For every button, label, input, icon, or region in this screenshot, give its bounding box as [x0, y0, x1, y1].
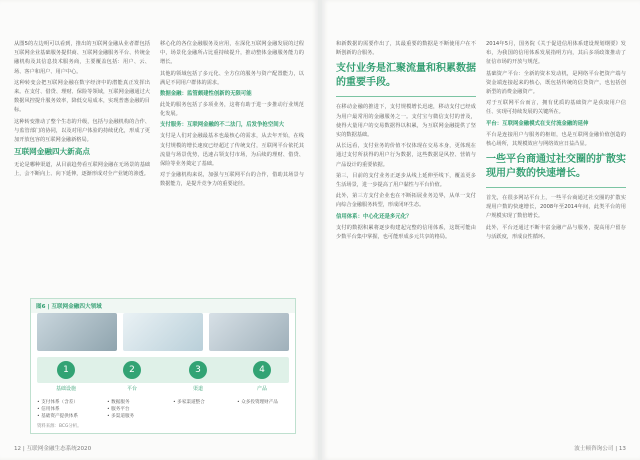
divider: [486, 187, 626, 188]
paragraph: 首先，在很多网站平台上，一些平台商通过社交圈的扩散实现用户数的快速增长，2008年至2014年间，此类平台的用户规模实现了数倍增长。: [486, 195, 626, 220]
figure-source: 资料来源：BCG分析。: [37, 424, 82, 429]
paragraph: 从长远看，支付业务的价值不仅体现在交易本身，更体现在通过支付所获得的用户行为数据，这些数据是风控、营销与产品设计的重要依据。: [336, 143, 476, 168]
step-1-label: 基础设施: [55, 386, 76, 392]
section-heading: 一些平台商通过社交圈的扩散实现用户数的快速增长。: [486, 154, 626, 180]
paragraph: 2014年5月，国务院《关于促进信用体系建设规划纲要》发布，为我国的信用体系发展指明方向，其后多项政策推动了征信市场的开放与规范。: [486, 41, 626, 66]
sub-heading: 平台：互联网金融模式在支付流金融的延伸: [486, 120, 589, 127]
step-2-list: [107, 399, 179, 420]
step-3-icon: 3: [189, 361, 207, 379]
paragraph: 第三，目前的支付业务正逐步从线上延伸至线下，覆盖更多生活场景，进一步提高了用户黏性与平台价值。: [336, 172, 476, 189]
photo-channel: [209, 313, 289, 351]
left-page: [0, 0, 318, 460]
paragraph: 这种转变推动了整个生态的升级，包括与金融机构的合作、与监管部门的协同，以及对用户体验的持续优化，形成了更加开放包容的互联网金融新格局。: [14, 118, 150, 144]
paragraph: 此处的服务包括了多项业务，这将有助于进一步推动行业规范化发展。: [160, 102, 304, 118]
step-4-label: 产品: [256, 386, 267, 392]
figure-four-areas: [30, 298, 296, 434]
paragraph: 基础资产平台：全新的资本发动机，是网络平台把资产端与资金端连接起来的核心，既包括传统的信贷资产，也包括创新型的消费金融资产。: [486, 70, 626, 96]
list-item: • 众多投资理财产品: [237, 400, 278, 405]
paragraph: 和新数据的需要作出了，其最重要的数据是不断使用户在不断创新的合服务。: [336, 41, 476, 57]
photo-infrastructure: [37, 313, 117, 351]
left-col-1: [14, 40, 150, 182]
paragraph: 支付的数据积累将逐步构建起完整的信用体系，这既可能由少数平台集中掌握，也可能形成多元共享的格局。: [336, 224, 476, 240]
step-3-list: [173, 399, 245, 406]
step-3-label: 渠道: [192, 386, 203, 392]
section-heading: 支付业务是汇聚流量和积累数据的重要手段。: [336, 63, 476, 89]
figure-title: 图6 | 互联网金融四大领域: [31, 299, 295, 313]
list-item: • 基础资产提供体系: [37, 414, 78, 419]
section-heading: 互联网金融四大新高点: [14, 147, 90, 157]
paragraph: 在移动金融的推进下，支付规模增长迅速，移动支付已经成为用户最常用的金融服务之一。支付宝与微信支付的普及，使得大量用户的交易数据得以积累，为互联网金融提供了坚实的数据基础。: [336, 104, 476, 139]
sub-heading: 数据金融：监管颇建性创新的无限可能: [160, 91, 252, 98]
paragraph: 这种转变会把互联网金融在数字经济中的潜能真正发挥出来。在支付、借贷、理财、保险等领域，互联网金融通过大数据风控提升服务效率，降低交易成本，实现普惠金融的目标。: [14, 79, 150, 114]
page-footer: 12 | 互联网金融生态系统2020: [14, 446, 92, 452]
sub-heading: 信用体系：中心化还是多元化？: [336, 213, 412, 220]
list-item: • 支付体系（含差）: [37, 400, 78, 405]
paragraph: 此外，第三方支付企业也在不断拓展业务边界，从单一支付向综合金融服务转型，形成闭环生态。: [336, 193, 476, 209]
sub-heading: 支付服务：互联网金融的不二法门，后发争抢空间大: [160, 122, 284, 129]
right-col-1: [336, 40, 476, 244]
list-item: • 多家渠道整合: [173, 400, 205, 405]
list-item: • 数据服务: [107, 400, 130, 405]
step-1-icon: 1: [57, 361, 75, 379]
paragraph: 从图5的左边明可以看到，推出的互联网金融从业者群包括互联网企业基础服务提供商、互联网金融服务平台、传统金融机构及其信息技术服务商，主要覆盖包括：用户、云、场、客户和用户、用户中心。: [14, 41, 150, 75]
paragraph: 移心化的各位金融服务及应用，在深化互联网金融发展的过程中，场景化金融所占比重持续提升，推动整体金融服务能力的增长。: [160, 41, 304, 66]
paragraph: 对于互联网平台而言，拥有优质的基础资产是获取用户信任、实现可持续发展的关键所在。: [486, 100, 626, 116]
list-item: • 信用体系: [37, 407, 60, 412]
divider: [336, 96, 476, 97]
step-2-icon: 2: [123, 361, 141, 379]
list-item: • 多渠道服务: [107, 414, 135, 419]
paragraph: 平台是连接用户与服务的枢纽，也是互联网金融价值创造的核心场所，其规模效应与网络效应日益凸显。: [486, 131, 626, 147]
step-4-list: [237, 399, 293, 406]
paragraph: 其他的领域包括了多元化、全方位的服务与资产配置能力，以满足不同用户群体的需求。: [160, 70, 304, 86]
paragraph: 支付是人们对金融最基本也最核心的需求，从去年开始，在线支付规模的增长速度已经超过了传统支付，互联网平台依托其流量与场景优势，迅速占领支付市场，为后续的理财、借贷、保险等业务奠定了基础。: [160, 133, 304, 168]
step-2-label: 平台: [126, 386, 137, 392]
right-col-2: [486, 40, 626, 244]
page-footer: 波士顿咨询公司 | 13: [574, 446, 626, 452]
paragraph: 对于金融机构来说，加强与互联网平台的合作，借助其场景与数据能力，是提升竞争力的重要途径。: [160, 172, 304, 188]
step-4-icon: 4: [253, 361, 271, 379]
paragraph: 此外，平台还通过不断丰富金融产品与服务，提高用户留存与活跃度，形成良性循环。: [486, 224, 626, 240]
paragraph: 无论是哪种渠道，从目前趋势看互联网金融在无场景的基础上，会不断向上、向下延伸，逐渐形成对全产业链的渗透。: [14, 162, 150, 178]
list-item: • 服务平台: [107, 407, 130, 412]
right-page: [322, 0, 640, 460]
step-1-list: [37, 399, 109, 420]
photo-platform: [123, 313, 203, 351]
left-col-2: [160, 40, 304, 192]
